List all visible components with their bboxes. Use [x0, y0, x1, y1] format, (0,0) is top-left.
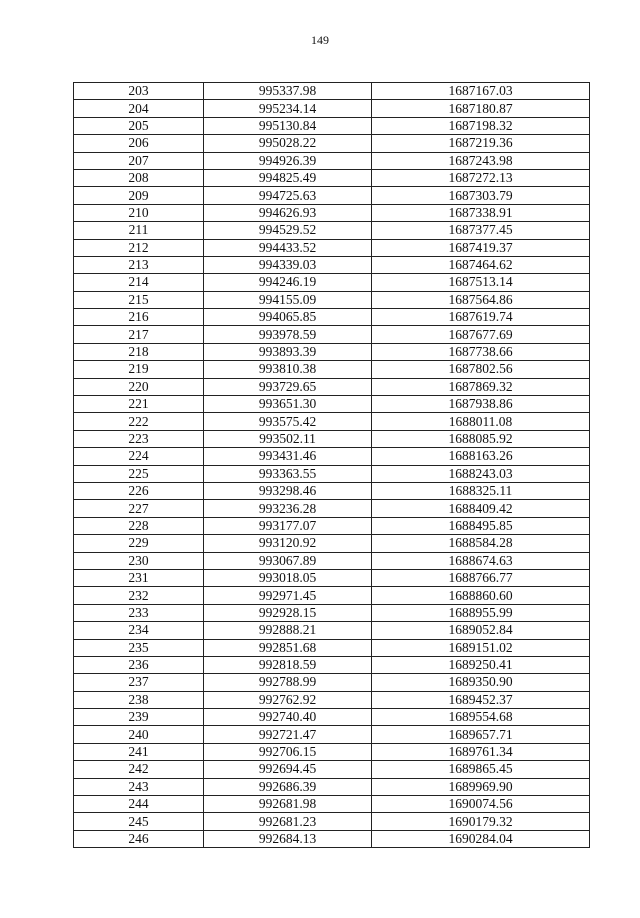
coordinates-table: [73, 82, 590, 848]
point-number-cell: 231: [74, 569, 204, 586]
point-number-cell: 246: [74, 830, 204, 847]
y-coordinate-cell: 1689151.02: [372, 639, 590, 656]
x-coordinate-cell: 992694.45: [204, 761, 372, 778]
x-coordinate-cell: 993177.07: [204, 517, 372, 534]
y-coordinate-cell: 1688163.26: [372, 448, 590, 465]
y-coordinate-cell: 1688409.42: [372, 500, 590, 517]
point-number-cell: 208: [74, 169, 204, 186]
y-coordinate-cell: 1689657.71: [372, 726, 590, 743]
table-row: [74, 274, 590, 291]
y-coordinate-cell: 1687419.37: [372, 239, 590, 256]
point-number-cell: 244: [74, 796, 204, 813]
table-row: [74, 291, 590, 308]
y-coordinate-cell: 1688085.92: [372, 430, 590, 447]
x-coordinate-cell: 992818.59: [204, 656, 372, 673]
y-coordinate-cell: 1687869.32: [372, 378, 590, 395]
table-row: [74, 709, 590, 726]
x-coordinate-cell: 994433.52: [204, 239, 372, 256]
table-row: [74, 413, 590, 430]
point-number-cell: 223: [74, 430, 204, 447]
table-row: [74, 222, 590, 239]
x-coordinate-cell: 993729.65: [204, 378, 372, 395]
point-number-cell: 215: [74, 291, 204, 308]
y-coordinate-cell: 1688955.99: [372, 604, 590, 621]
table-row: [74, 448, 590, 465]
table-row: [74, 187, 590, 204]
x-coordinate-cell: 993018.05: [204, 569, 372, 586]
table-row: [74, 674, 590, 691]
point-number-cell: 213: [74, 256, 204, 273]
y-coordinate-cell: 1689350.90: [372, 674, 590, 691]
coordinates-table-container: [73, 82, 589, 848]
table-row: [74, 204, 590, 221]
x-coordinate-cell: 994065.85: [204, 309, 372, 326]
point-number-cell: 227: [74, 500, 204, 517]
y-coordinate-cell: 1687219.36: [372, 135, 590, 152]
table-row: [74, 169, 590, 186]
point-number-cell: 214: [74, 274, 204, 291]
point-number-cell: 228: [74, 517, 204, 534]
point-number-cell: 216: [74, 309, 204, 326]
x-coordinate-cell: 992971.45: [204, 587, 372, 604]
x-coordinate-cell: 993236.28: [204, 500, 372, 517]
y-coordinate-cell: 1687272.13: [372, 169, 590, 186]
x-coordinate-cell: 993502.11: [204, 430, 372, 447]
x-coordinate-cell: 995337.98: [204, 83, 372, 100]
table-row: [74, 604, 590, 621]
point-number-cell: 235: [74, 639, 204, 656]
x-coordinate-cell: 994825.49: [204, 169, 372, 186]
x-coordinate-cell: 993978.59: [204, 326, 372, 343]
table-row: [74, 239, 590, 256]
point-number-cell: 220: [74, 378, 204, 395]
point-number-cell: 221: [74, 396, 204, 413]
point-number-cell: 240: [74, 726, 204, 743]
table-row: [74, 830, 590, 847]
y-coordinate-cell: 1687180.87: [372, 100, 590, 117]
table-row: [74, 761, 590, 778]
table-row: [74, 326, 590, 343]
y-coordinate-cell: 1688674.63: [372, 552, 590, 569]
x-coordinate-cell: 993120.92: [204, 535, 372, 552]
table-row: [74, 117, 590, 134]
x-coordinate-cell: 995234.14: [204, 100, 372, 117]
table-body: [74, 83, 590, 848]
y-coordinate-cell: 1689969.90: [372, 778, 590, 795]
x-coordinate-cell: 993363.55: [204, 465, 372, 482]
point-number-cell: 238: [74, 691, 204, 708]
x-coordinate-cell: 992681.98: [204, 796, 372, 813]
table-row: [74, 517, 590, 534]
point-number-cell: 224: [74, 448, 204, 465]
point-number-cell: 233: [74, 604, 204, 621]
y-coordinate-cell: 1688860.60: [372, 587, 590, 604]
x-coordinate-cell: 992681.23: [204, 813, 372, 830]
point-number-cell: 237: [74, 674, 204, 691]
x-coordinate-cell: 993810.38: [204, 361, 372, 378]
x-coordinate-cell: 994926.39: [204, 152, 372, 169]
table-row: [74, 535, 590, 552]
table-row: [74, 691, 590, 708]
point-number-cell: 211: [74, 222, 204, 239]
y-coordinate-cell: 1687167.03: [372, 83, 590, 100]
y-coordinate-cell: 1687338.91: [372, 204, 590, 221]
y-coordinate-cell: 1688011.08: [372, 413, 590, 430]
table-row: [74, 256, 590, 273]
table-row: [74, 743, 590, 760]
x-coordinate-cell: 993575.42: [204, 413, 372, 430]
y-coordinate-cell: 1689052.84: [372, 622, 590, 639]
table-row: [74, 361, 590, 378]
point-number-cell: 225: [74, 465, 204, 482]
point-number-cell: 242: [74, 761, 204, 778]
point-number-cell: 217: [74, 326, 204, 343]
point-number-cell: 243: [74, 778, 204, 795]
page-number: 149: [311, 33, 329, 47]
point-number-cell: 219: [74, 361, 204, 378]
y-coordinate-cell: 1688495.85: [372, 517, 590, 534]
point-number-cell: 212: [74, 239, 204, 256]
point-number-cell: 236: [74, 656, 204, 673]
point-number-cell: 239: [74, 709, 204, 726]
y-coordinate-cell: 1689250.41: [372, 656, 590, 673]
table-row: [74, 726, 590, 743]
y-coordinate-cell: 1688766.77: [372, 569, 590, 586]
point-number-cell: 205: [74, 117, 204, 134]
table-row: [74, 465, 590, 482]
table-row: [74, 813, 590, 830]
y-coordinate-cell: 1687738.66: [372, 343, 590, 360]
y-coordinate-cell: 1687243.98: [372, 152, 590, 169]
table-row: [74, 796, 590, 813]
y-coordinate-cell: 1688584.28: [372, 535, 590, 552]
point-number-cell: 203: [74, 83, 204, 100]
point-number-cell: 241: [74, 743, 204, 760]
y-coordinate-cell: 1687198.32: [372, 117, 590, 134]
table-row: [74, 500, 590, 517]
y-coordinate-cell: 1688325.11: [372, 482, 590, 499]
point-number-cell: 230: [74, 552, 204, 569]
table-row: [74, 343, 590, 360]
point-number-cell: 234: [74, 622, 204, 639]
table-row: [74, 135, 590, 152]
x-coordinate-cell: 993893.39: [204, 343, 372, 360]
x-coordinate-cell: 992684.13: [204, 830, 372, 847]
y-coordinate-cell: 1689761.34: [372, 743, 590, 760]
y-coordinate-cell: 1690074.56: [372, 796, 590, 813]
y-coordinate-cell: 1690284.04: [372, 830, 590, 847]
table-row: [74, 83, 590, 100]
y-coordinate-cell: 1687464.62: [372, 256, 590, 273]
x-coordinate-cell: 992888.21: [204, 622, 372, 639]
x-coordinate-cell: 993651.30: [204, 396, 372, 413]
x-coordinate-cell: 992762.92: [204, 691, 372, 708]
x-coordinate-cell: 992721.47: [204, 726, 372, 743]
table-row: [74, 152, 590, 169]
x-coordinate-cell: 993298.46: [204, 482, 372, 499]
x-coordinate-cell: 992740.40: [204, 709, 372, 726]
y-coordinate-cell: 1689865.45: [372, 761, 590, 778]
table-row: [74, 622, 590, 639]
y-coordinate-cell: 1687938.86: [372, 396, 590, 413]
point-number-cell: 245: [74, 813, 204, 830]
point-number-cell: 207: [74, 152, 204, 169]
table-row: [74, 778, 590, 795]
table-row: [74, 100, 590, 117]
point-number-cell: 229: [74, 535, 204, 552]
x-coordinate-cell: 994626.93: [204, 204, 372, 221]
x-coordinate-cell: 994339.03: [204, 256, 372, 273]
x-coordinate-cell: 995130.84: [204, 117, 372, 134]
table-row: [74, 656, 590, 673]
table-row: [74, 430, 590, 447]
y-coordinate-cell: 1687377.45: [372, 222, 590, 239]
x-coordinate-cell: 994155.09: [204, 291, 372, 308]
x-coordinate-cell: 992788.99: [204, 674, 372, 691]
x-coordinate-cell: 992928.15: [204, 604, 372, 621]
y-coordinate-cell: 1689554.68: [372, 709, 590, 726]
point-number-cell: 226: [74, 482, 204, 499]
point-number-cell: 210: [74, 204, 204, 221]
table-row: [74, 309, 590, 326]
table-row: [74, 378, 590, 395]
y-coordinate-cell: 1687619.74: [372, 309, 590, 326]
x-coordinate-cell: 992706.15: [204, 743, 372, 760]
y-coordinate-cell: 1687303.79: [372, 187, 590, 204]
point-number-cell: 232: [74, 587, 204, 604]
table-row: [74, 587, 590, 604]
y-coordinate-cell: 1688243.03: [372, 465, 590, 482]
point-number-cell: 204: [74, 100, 204, 117]
y-coordinate-cell: 1687513.14: [372, 274, 590, 291]
x-coordinate-cell: 994529.52: [204, 222, 372, 239]
table-row: [74, 639, 590, 656]
point-number-cell: 209: [74, 187, 204, 204]
table-row: [74, 482, 590, 499]
y-coordinate-cell: 1690179.32: [372, 813, 590, 830]
x-coordinate-cell: 993431.46: [204, 448, 372, 465]
x-coordinate-cell: 994246.19: [204, 274, 372, 291]
point-number-cell: 206: [74, 135, 204, 152]
x-coordinate-cell: 995028.22: [204, 135, 372, 152]
x-coordinate-cell: 994725.63: [204, 187, 372, 204]
point-number-cell: 222: [74, 413, 204, 430]
x-coordinate-cell: 992686.39: [204, 778, 372, 795]
table-row: [74, 569, 590, 586]
y-coordinate-cell: 1687677.69: [372, 326, 590, 343]
point-number-cell: 218: [74, 343, 204, 360]
y-coordinate-cell: 1687564.86: [372, 291, 590, 308]
y-coordinate-cell: 1687802.56: [372, 361, 590, 378]
table-row: [74, 552, 590, 569]
x-coordinate-cell: 992851.68: [204, 639, 372, 656]
y-coordinate-cell: 1689452.37: [372, 691, 590, 708]
table-row: [74, 396, 590, 413]
x-coordinate-cell: 993067.89: [204, 552, 372, 569]
